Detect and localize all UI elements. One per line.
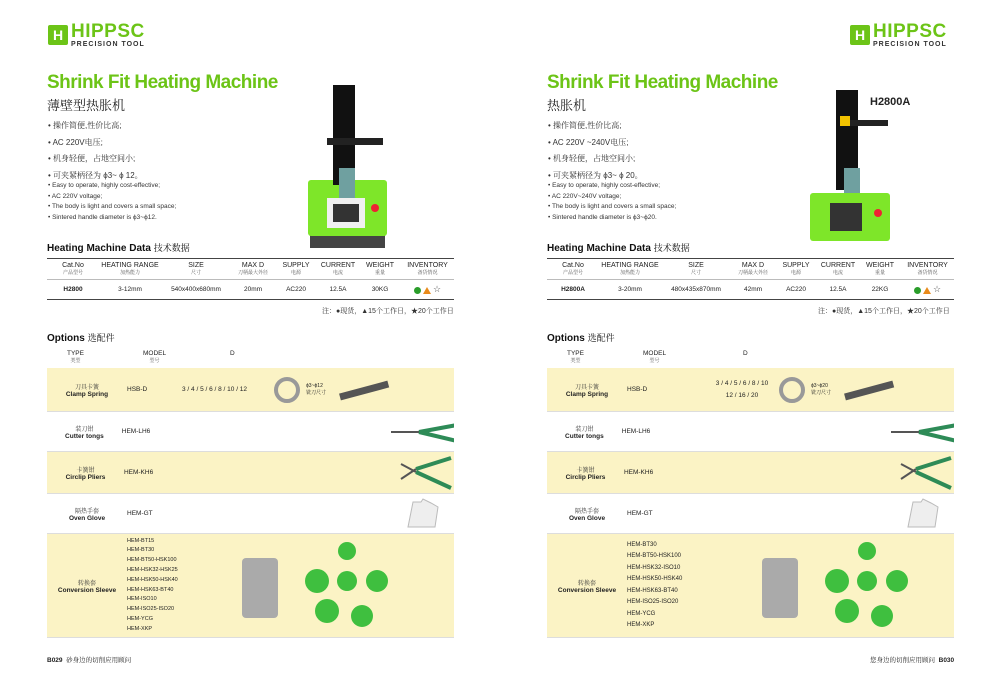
spec-data-row: H2800A 3-20mm 480x435x870mm 42mm AC220 12.5A 22KG ☆	[547, 280, 954, 300]
inventory-icons: ☆	[401, 284, 454, 295]
model-tag: H2800A	[870, 96, 911, 108]
spec-table	[547, 258, 954, 300]
option-row-clamp-spring: 刀具卡簧 Clamp Spring HSB-D 3 / 4 / 5 / 6 / 8 / 10 12 / 16 / 20 ϕ3~ϕ20 铣刀尺寸	[547, 368, 954, 412]
clamp-spring-icon	[777, 375, 807, 405]
spec-header-row: Cat.No 产品型号 HEATING RANGE 加热能力 SIZE 尺寸 MAX D 刀柄最大外径 SUPPLY 电源 CURRENT 电流 WEIGHT 重量 INVENTORY 备货情况	[47, 258, 454, 280]
feature-item: • AC 220V voltage;	[48, 192, 176, 203]
feature-list-en	[548, 181, 676, 223]
spec-table	[47, 258, 454, 300]
logo-mark-icon: H	[48, 25, 68, 45]
option-row-circlip-pliers: 卡簧钳 Circlip Pliers HEM-KH6	[547, 452, 954, 494]
clamp-spring-icon	[272, 375, 302, 405]
option-row-cutter-tongs: 装刀钳 Cutter tongs HEM-LH6	[47, 412, 454, 452]
brand-tagline: PRECISION TOOL	[873, 41, 947, 48]
feature-item: • 机身轻便，占地空间小;	[48, 151, 143, 168]
right-page	[500, 0, 1000, 679]
feature-list-cn	[48, 118, 143, 184]
spec-section-title: Heating Machine Data 技术数据	[47, 243, 190, 254]
spec-note: 注：●现货，▲15个工作日，★20个工作日	[818, 308, 950, 315]
page-subtitle: 热胀机	[547, 98, 587, 113]
feature-item: • The body is light and covers a small space;	[548, 202, 676, 213]
options-title: Options 选配件	[47, 333, 115, 344]
option-row-oven-glove: 隔热手套 Oven Glove HEM-GT	[47, 494, 454, 534]
machine-image	[305, 80, 390, 250]
spec-header-row: Cat.No 产品型号 HEATING RANGE 加热能力 SIZE 尺寸 MAX D 刀柄最大外径 SUPPLY 电源 CURRENT 电流 WEIGHT 重量 INVENTORY 备货情况	[547, 258, 954, 280]
pliers-icon	[396, 454, 454, 492]
glove-icon	[403, 497, 443, 531]
options-header: TYPE 类型 MODEL 型号 D	[67, 350, 235, 364]
brand-logo	[48, 22, 145, 48]
option-row-circlip-pliers: 卡簧钳 Circlip Pliers HEM-KH6	[47, 452, 454, 494]
logo-mark-icon: H	[850, 25, 870, 45]
option-row-cutter-tongs: 装刀钳 Cutter tongs HEM-LH6	[547, 412, 954, 452]
glove-icon	[903, 497, 943, 531]
feature-item: • 可夹紧柄径为 ϕ3~ ϕ 12。	[48, 168, 143, 185]
feature-item: • AC 220V电压;	[48, 135, 143, 152]
page-title: Shrink Fit Heating Machine	[47, 72, 278, 93]
option-row-oven-glove: 隔热手套 Oven Glove HEM-GT	[547, 494, 954, 534]
option-row-clamp-spring: 刀具卡簧 Clamp Spring HSB-D 3 / 4 / 5 / 6 / 8 / 10 / 12 ϕ3~ϕ12 铣刀尺寸	[47, 368, 454, 412]
machine-image	[808, 88, 893, 243]
tongs-icon	[889, 417, 954, 447]
spec-data-row: H2800 3-12mm 540x400x680mm 20mm AC220 12.5A 30KG ☆	[47, 280, 454, 300]
option-row-conversion-sleeve: 转换套 Conversion Sleeve HEM-BT15 HEM-BT30 HEM-BT50-HSK100 HEM-HSK32-HSK25 HEM-HSK50-HSK40 HEM-HSK63-BT40 HEM-ISO10 HEM-ISO25-ISO20 HEM-YCG HEM-XKP	[47, 534, 454, 638]
inventory-icons: ☆	[901, 284, 954, 295]
feature-item: • AC 220V~240V voltage;	[548, 192, 676, 203]
options-title: Options 选配件	[547, 333, 615, 344]
feature-item: • Easy to operate, highly cost-effective;	[548, 181, 676, 192]
page-footer: B029 砂身边的切削应用顾问	[47, 657, 132, 664]
option-row-conversion-sleeve: 转换套 Conversion Sleeve HEM-BT30 HEM-BT50-HSK100 HEM-HSK32-ISO10 HEM-HSK50-HSK40 HEM-HSK63-BT40 HEM-ISO25-ISO20 HEM-YCG HEM-XKP	[547, 534, 954, 638]
brand-name: HIPPSC	[71, 21, 145, 42]
conversion-model-list: HEM-BT30 HEM-BT50-HSK100 HEM-HSK32-ISO10 HEM-HSK50-HSK40 HEM-HSK63-BT40 HEM-ISO25-ISO20 HEM-YCG HEM-XKP	[627, 541, 683, 628]
feature-item: • AC 220V ~240V电压;	[548, 135, 643, 152]
feature-item: • Easy to operate, highly cost-effective;	[48, 181, 176, 192]
spec-note: 注：●现货，▲15个工作日，★20个工作日	[322, 308, 454, 315]
page-title: Shrink Fit Heating Machine	[547, 72, 778, 93]
sleeve-icon	[757, 536, 917, 636]
end-mill-icon	[334, 375, 394, 405]
page-subtitle: 薄壁型热胀机	[47, 98, 126, 113]
pliers-icon	[896, 454, 954, 492]
tongs-icon	[389, 417, 454, 447]
feature-item: • 操作简便,性价比高;	[548, 118, 643, 135]
feature-item: • Sintered handle diameter is ϕ3~ϕ20.	[548, 213, 676, 224]
options-header: TYPE 类型 MODEL 型号 D	[567, 350, 748, 364]
brand-tagline: PRECISION TOOL	[71, 41, 145, 48]
sleeve-icon	[237, 536, 397, 636]
feature-item: • 机身轻便，占地空间小;	[548, 151, 643, 168]
feature-item: • 操作简便,性价比高;	[48, 118, 143, 135]
page-footer: 您身边的切削应用顾问 B030	[870, 657, 955, 664]
brand-logo	[850, 22, 947, 48]
feature-item: • The body is light and covers a small space;	[48, 202, 176, 213]
feature-item: • 可夹紧柄径为 ϕ3~ ϕ 20。	[548, 168, 643, 185]
conversion-model-list: HEM-BT15 HEM-BT30 HEM-BT50-HSK100 HEM-HSK32-HSK25 HEM-HSK50-HSK40 HEM-HSK63-BT40 HEM-ISO10 HEM-ISO25-ISO20 HEM-YCG HEM-XKP	[127, 537, 178, 632]
end-mill-icon	[839, 375, 899, 405]
brand-name: HIPPSC	[873, 21, 947, 42]
feature-item: • Sintered handle diameter is ϕ3~ϕ12.	[48, 213, 176, 224]
feature-list-cn	[548, 118, 643, 184]
spec-section-title: Heating Machine Data 技术数据	[547, 243, 690, 254]
feature-list-en	[48, 181, 176, 223]
